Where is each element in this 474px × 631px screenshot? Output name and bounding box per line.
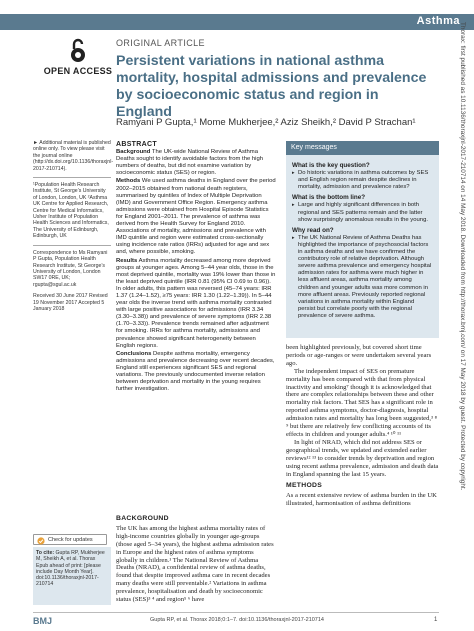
abstract-background-text: The UK-wide National Review of Asthma Deaths sought to identify avoidable factors from the high numbers of deaths, but did not examine variation by socioeconomic status (SES) or region. [116,149,264,177]
citation-box [33,547,111,605]
publisher-logo: BMJ [33,616,53,626]
abstract-results-text: Asthma mortality decreased among more deprived groups at younger ages. Among 5–44 year olds, those in the most deprived quintile, mortality was 19% lower than those in the least deprived quintile (IRR 0.81 (95% CI 0.69 to 0.96)). In older adults, this pattern was reversed (45–74 years: IRR 1.37 (1.24–1.52), ≥75 years: IRR 1.30 (1.22–1.39)). In 5–44 year olds the inverse trend with asthma mortality contrasted with large positive associations for admissions (IRR 3.34 (3.30–3.38)) and prevalence of severe symptoms (IRR 2.38 (1.70–3.33)). Prevalence trends remained after adjustment for smoking. IRRs for asthma mortality, admissions and prevalence showed significant heterogeneity between English regions. [116,257,276,349]
article-notes [33,140,114,317]
author-list: Ramyani P Gupta,¹ Mome Mukherjee,² Aziz Sheikh,² David P Strachan¹ [116,117,416,128]
body-paragraph: In light of NRAD, which did not address SES or geographical trends, we updated and extended earlier reviews¹² ¹³ to consider trends by deprivation and region using recent asthma prevalence, admission and death data in England spanning the last 15 years. [286,438,439,478]
methods-text: As a recent extensive review of asthma burden in the UK illustrated, harmonisation of asthma definitions [286,492,437,508]
download-notice-text: Thorax: first published as 10.1136/thoraxjnl-2017-210714 on 14 May 2018. Downloaded from http://thorax.bmj.com/ on 17 May 2018 by guest. Protected by copyright. [459,22,466,491]
abstract-background-label: Background [116,149,151,156]
background-text: The UK has among the highest asthma mortality rates of high-income countries globally in younger age-groups (those aged 5–34 years), the highest asthma admission rates in Europe and the highest rates of asthma symptoms globally in children.¹ The National Review of Asthma Deaths (NRAD), a confidential review of asthma deaths, found that despite improved asthma care in recent decades many deaths were still preventable.² Variations in asthma prevalence, hospitalisation and death by socioeconomic status (SES)³ ⁴ and region⁵ ⁶ have [116,524,274,604]
key-answer-1: ▸ Do historic variations in asthma outcomes by SES and English region remain despite declines in mortality, admission and prevalence rates? [292,170,433,191]
article-title: Persistent variations in national asthma mortality, hospital admissions and prevalence by socioeconomic status and region in England [116,53,427,120]
background-section [116,515,276,604]
abstract-conclusions [116,351,276,394]
abstract-methods-label: Methods [116,178,141,185]
key-answer-list-3 [292,235,433,320]
key-answer-list-1 [292,170,433,191]
methods-section [286,482,439,508]
abstract-results [116,258,276,350]
section-banner [0,14,474,30]
key-answer-2: ▸ Large and highly significant differences in both regional and SES patterns remain and the latter show surprisingly anomalous results in the young. [292,202,433,223]
check-for-updates-label: Check for updates [48,537,93,543]
key-answer-list-2 [292,202,433,223]
key-messages-box [286,141,439,338]
open-access-label: OPEN ACCESS [43,66,113,76]
key-question-1: What is the key question? [292,162,370,169]
cite-label: To cite: [36,550,55,556]
supplementary-note: ► Additional material is published online only. To view please visit the journal online (http://dx.doi.org/10.1136/thoraxjnl-2017-210714). [33,140,114,172]
key-messages-header: Key messages [286,141,439,155]
methods-heading: METHODS [286,482,323,490]
footer-citation: Gupta RP, et al. Thorax 2018;0:1–7. doi:10.1136/thoraxjnl-2017-210714 [150,617,324,623]
cite-text: Gupta RP, Mukherjee M, Sheikh A, et al. Thorax Epub ahead of print: [please include Day Month Year]. doi:10.1136/thoraxjnl-2017-210714 [36,550,105,588]
check-for-updates-button[interactable] [33,534,107,545]
body-paragraph: The independent impact of SES on premature mortality has been compared with that from physical inactivity and smoking⁷ though it is acknowledged that there are complex relationships between these and other mortality risk factors. That SES has a significant role in reported asthma symptoms, doctor-diagnosis, hospital admission rates and mortality has long been suggested,³ ⁸ ⁹ but there are relatively few conflicting accounts of its effects in children and younger adults.⁴ ¹⁰ ¹¹ [286,367,437,438]
page-number: 1 [434,617,438,623]
abstract-conclusions-label: Conclusions [116,350,152,357]
key-question-3: Why read on? [292,226,334,234]
open-access-lock-icon [70,38,86,64]
key-question-2: What is the bottom line? [292,194,366,202]
article-type: ORIGINAL ARTICLE [116,38,205,48]
background-heading: BACKGROUND [116,515,169,522]
body-paragraph: been highlighted previously, but covered short time periods or age-ranges or were undertaken several years ago. [286,344,432,367]
affiliations: ¹Population Health Research Institute, St George’s University of London, London, UK ²Asthma UK Centre for Applied Research, Centre for Medical Informatics, Usher Institute of Population Health Sciences and Informatics, The University of Edinburgh, Edinburgh, UK [33,182,109,240]
abstract-methods [116,178,276,256]
abstract [116,141,276,394]
received-dates: Received 30 June 2017 Revised 19 November 2017 Accepted 5 January 2018 [33,293,108,312]
section-label: Asthma [416,15,460,27]
body-text-right [286,344,439,508]
footer-divider [33,612,439,613]
divider [33,245,111,246]
crossmark-icon [37,537,45,545]
correspondence: Correspondence to Ms Ramyani P Gupta, Population Health Research Institute, St George’s University of London, London SW17 0RE, UK; rgupta@sgul.ac.uk [33,249,108,288]
download-notice [456,22,468,612]
abstract-methods-text: We used asthma deaths in England over the period 2002–2015 obtained from national death registers, summarised by quintiles of Index of Multiple Deprivation (IMD) and Government Office Region. Emergency asthma admissions were obtained from Hospital Episode Statistics for England 2001–2011. The prevalence of asthma was derived from the Health Survey for England 2010. Associations of mortality, admissions and prevalence with IMD quintile and region were estimated cross-sectionally using incidence rate ratios (IRRs) adjusted for age and sex and, where possible, smoking. [116,178,276,256]
abstract-heading: ABSTRACT [116,141,157,148]
divider [33,177,111,178]
abstract-conclusions-text: Despite asthma mortality, emergency admissions and prevalence decreasing over recent decades, England still experiences significant SES and regional variations. The previously undocumented inverse relation between deprivation and mortality in the young requires further investigation. [116,350,275,393]
key-answer-3: ▸ The UK National Review of Asthma Deaths has highlighted the importance of psychosocial factors in asthma deaths and we have confirmed the contributory role of relative deprivation. Although severe asthma prevalence and emergency hospital admission rates for asthma were much higher in less affluent areas, asthma mortality among children and younger adults was more common in more affluent areas. Previously reported regional variations in asthma mortality within England persist but correlate poorly with the regional prevalence of severe asthma. [292,235,433,320]
abstract-results-label: Results [116,257,138,264]
abstract-background [116,149,276,177]
open-access-badge [41,38,115,76]
key-messages-body [286,155,439,320]
